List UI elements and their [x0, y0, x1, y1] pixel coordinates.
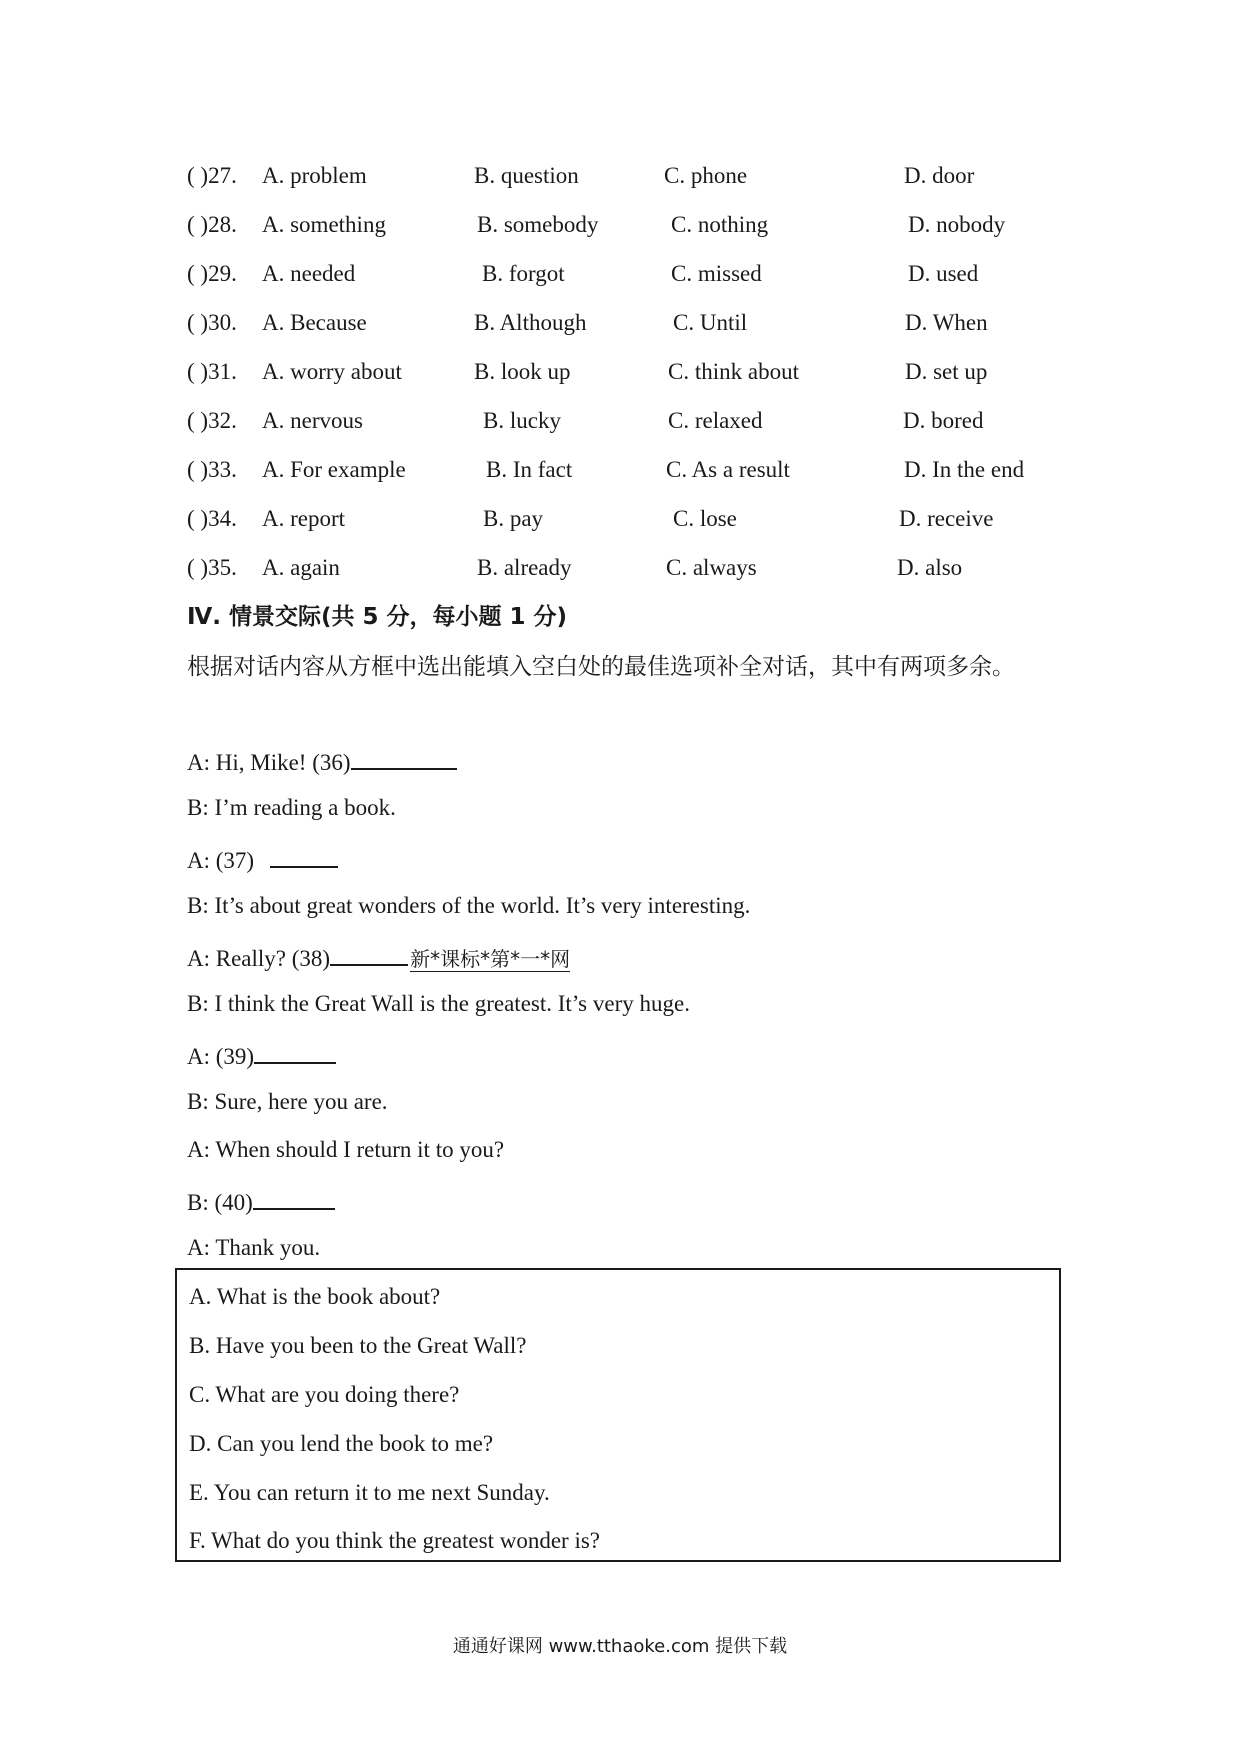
- option-b: B. In fact: [486, 457, 573, 482]
- dialogue-line: B: I think the Great Wall is the greatest. It’s very huge.: [187, 991, 690, 1016]
- option-b: B. pay: [483, 506, 544, 531]
- dialogue-text: A: (39): [187, 1044, 255, 1069]
- dialogue-line-37: [187, 844, 338, 874]
- box-option-a: A. What is the book about?: [189, 1284, 441, 1309]
- option-c: C. missed: [671, 261, 762, 286]
- option-b: B. somebody: [477, 212, 599, 237]
- options-box: [175, 1268, 1061, 1562]
- answer-blank[interactable]: [253, 1186, 335, 1210]
- option-d: D. door: [904, 163, 975, 188]
- option-b: B. forgot: [482, 261, 565, 286]
- section-instruction: 根据对话内容从方框中选出能填入空白处的最佳选项补全对话，其中有两项多余。: [187, 654, 1015, 680]
- dialogue-text: A: Hi, Mike! (36): [187, 750, 351, 775]
- option-d: D. In the end: [904, 457, 1025, 482]
- dialogue-line: B: I’m reading a book.: [187, 795, 396, 820]
- dialogue-text: A: Really? (38): [187, 946, 331, 971]
- question-30: [187, 310, 1087, 344]
- option-c: C. Until: [673, 310, 748, 335]
- option-a: A. nervous: [262, 408, 363, 433]
- option-c: C. nothing: [671, 212, 769, 237]
- dialogue-line: A: Thank you.: [187, 1235, 321, 1260]
- option-d: D. When: [905, 310, 988, 335]
- option-a: A. report: [262, 506, 346, 531]
- dialogue-line-38: [187, 942, 570, 972]
- question-number: ( )30.: [187, 310, 237, 335]
- question-number: ( )27.: [187, 163, 237, 188]
- option-a: A. For example: [262, 457, 406, 482]
- option-b: B. Although: [474, 310, 587, 335]
- option-a: A. something: [262, 212, 386, 237]
- option-c: C. think about: [668, 359, 799, 384]
- question-number: ( )33.: [187, 457, 237, 482]
- question-29: [187, 261, 1087, 295]
- question-33: [187, 457, 1087, 491]
- question-number: ( )31.: [187, 359, 237, 384]
- question-number: ( )28.: [187, 212, 237, 237]
- page-footer: 通通好课网 www.tthaoke.com 提供下载: [452, 1636, 788, 1657]
- answer-blank[interactable]: [270, 844, 338, 868]
- question-number: ( )29.: [187, 261, 237, 286]
- question-34: [187, 506, 1087, 540]
- question-32: [187, 408, 1087, 442]
- box-option-d: D. Can you lend the book to me?: [189, 1431, 494, 1456]
- option-d: D. used: [908, 261, 979, 286]
- dialogue-line-36: [187, 746, 457, 776]
- option-d: D. also: [897, 555, 963, 580]
- option-b: B. question: [474, 163, 579, 188]
- question-28: [187, 212, 1087, 246]
- box-option-f: F. What do you think the greatest wonder is?: [189, 1528, 601, 1553]
- dialogue-line-40: [187, 1186, 335, 1216]
- dialogue-line: B: It’s about great wonders of the world. It’s very interesting.: [187, 893, 751, 918]
- box-option-b: B. Have you been to the Great Wall?: [189, 1333, 527, 1358]
- box-option-c: C. What are you doing there?: [189, 1382, 460, 1407]
- question-number: ( )34.: [187, 506, 237, 531]
- option-c: C. always: [666, 555, 757, 580]
- option-b: B. lucky: [483, 408, 561, 433]
- option-a: A. worry about: [262, 359, 402, 384]
- option-b: B. already: [477, 555, 572, 580]
- answer-blank[interactable]: [351, 746, 457, 770]
- answer-blank[interactable]: [254, 1040, 336, 1064]
- question-27: [187, 163, 1087, 197]
- question-31: [187, 359, 1087, 393]
- option-c: C. As a result: [666, 457, 790, 482]
- option-c: C. relaxed: [668, 408, 763, 433]
- answer-blank[interactable]: [330, 942, 408, 966]
- dialogue-text: B: (40): [187, 1190, 253, 1215]
- option-a: A. Because: [262, 310, 367, 335]
- dialogue-text: A: (37): [187, 848, 260, 873]
- section-title: Ⅳ. 情景交际(共 5 分，每小题 1 分): [187, 604, 568, 630]
- question-number: ( )35.: [187, 555, 237, 580]
- option-a: A. needed: [262, 261, 356, 286]
- option-c: C. phone: [664, 163, 748, 188]
- question-35: [187, 555, 1087, 589]
- option-d: D. bored: [903, 408, 984, 433]
- option-c: C. lose: [673, 506, 737, 531]
- dialogue-line-39: [187, 1040, 336, 1070]
- box-option-e: E. You can return it to me next Sunday.: [189, 1480, 550, 1505]
- option-a: A. again: [262, 555, 340, 580]
- option-d: D. nobody: [908, 212, 1006, 237]
- dialogue-line: A: When should I return it to you?: [187, 1137, 505, 1162]
- question-number: ( )32.: [187, 408, 237, 433]
- watermark-text: 新*课标*第*一*网: [410, 947, 571, 971]
- option-b: B. look up: [474, 359, 571, 384]
- dialogue-line: B: Sure, here you are.: [187, 1089, 388, 1114]
- option-d: D. receive: [899, 506, 994, 531]
- option-a: A. problem: [262, 163, 367, 188]
- option-d: D. set up: [905, 359, 988, 384]
